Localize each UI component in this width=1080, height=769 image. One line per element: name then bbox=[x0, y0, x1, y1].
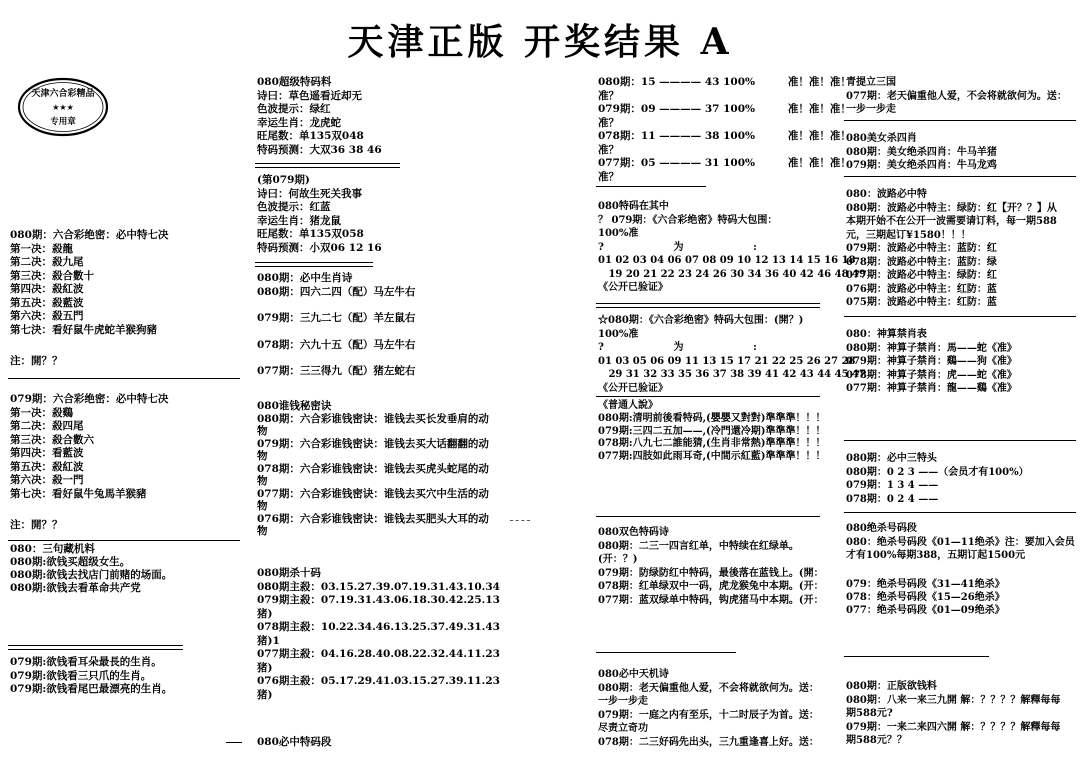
text-line: 078期：六合彩谁钱密诀：谁钱去买虎头蛇尾的动 bbox=[257, 462, 489, 475]
text-line: 第六决：殺一門 bbox=[10, 474, 84, 486]
text-line: 080期：0 2 3 ——（会员才有100%） bbox=[846, 466, 1029, 478]
text-line: 期588元? bbox=[846, 708, 893, 719]
col3-section-3 bbox=[598, 314, 866, 395]
col4-section-5 bbox=[846, 452, 1076, 506]
text-line: 29 31 32 33 35 36 37 38 39 41 42 43 44 45 47 bbox=[598, 369, 866, 380]
text-line: 079期：三九二七（配）羊左鼠右 bbox=[257, 312, 416, 324]
col1-section-2 bbox=[10, 393, 240, 501]
text-line: 080期:欲钱去看革命共产党 bbox=[10, 582, 141, 594]
text-line: 猪)1 bbox=[257, 634, 280, 647]
divider bbox=[8, 540, 240, 541]
text-line: 第一决：殺龍 bbox=[10, 242, 73, 255]
text-line: 物 bbox=[257, 525, 268, 537]
divider bbox=[596, 652, 736, 653]
text-line: 第七決：看好鼠牛虎蛇羊猴狗豬 bbox=[10, 323, 157, 336]
text-line: 079：绝杀号码段《31—41绝杀》 bbox=[846, 579, 1005, 590]
col4-section-8 bbox=[846, 680, 1076, 748]
divider bbox=[844, 176, 1076, 177]
col4-section-3 bbox=[846, 188, 1076, 310]
text-line: 100%准 bbox=[598, 328, 639, 340]
text-line: 旺尾数：单135双048 bbox=[257, 130, 364, 142]
text-line: 元，三期起订¥1580！！！ bbox=[846, 229, 971, 241]
text-line: 078期主殺：10.22.34.46.13.25.37.49.31.43 bbox=[257, 621, 500, 633]
text-line: 准？ bbox=[598, 89, 619, 102]
text-line: 特码预测：小双06 12 16 bbox=[257, 241, 382, 254]
col2-section-4 bbox=[257, 400, 587, 538]
text-line: 080期：波路必中特主：绿防：红【开？？】从 bbox=[846, 202, 1057, 214]
text-line: 100%准 bbox=[598, 228, 639, 239]
col2-section-1 bbox=[257, 76, 407, 157]
text-line: 准？ bbox=[598, 170, 619, 183]
text-line: 080期：六合彩绝密：必中特七决 bbox=[10, 229, 169, 241]
col1-section-4 bbox=[10, 656, 240, 697]
text-line: 079期:欲钱看尾巴最漂亮的生肖。 bbox=[10, 683, 173, 695]
text-line: 080期：神算子禁肖：馬——蛇《准》 bbox=[846, 342, 1017, 354]
text-line: 079期:欲钱看三只爪的生肖。 bbox=[10, 669, 152, 682]
divider bbox=[510, 520, 530, 521]
text-line: 080期：必中三特头 bbox=[846, 453, 937, 464]
text-line: 078期：神算子禁肖：虎——蛇《准》 bbox=[846, 369, 1017, 381]
text-line: 才有100%每期388，五期订起1500元 bbox=[846, 550, 1026, 561]
text-line: 079期：一来二来四六開 解：？？？？解釋每每 bbox=[846, 721, 1061, 733]
text-line: 《普通人說》 bbox=[598, 400, 658, 411]
text-line: 080必中天机诗 bbox=[598, 669, 669, 680]
text-line: 一步一步走 bbox=[846, 104, 896, 115]
col4-section-1 bbox=[846, 76, 1076, 117]
text-line: (第079期) bbox=[257, 174, 310, 186]
text-line: 079期：09 ———— 37 100% 准！准！准！ bbox=[598, 103, 851, 115]
text-line: 猪) bbox=[257, 661, 273, 674]
text-line: 078期：11 ———— 38 100% 准！准！准！ bbox=[598, 130, 851, 142]
text-line: 《公开已验证》 bbox=[598, 282, 668, 293]
text-line: 19 20 21 22 23 24 26 30 34 36 40 42 46 48 49 bbox=[598, 268, 866, 280]
col4-section-7 bbox=[846, 578, 1076, 617]
text-line: 080期:欲钱去找店门前赌的场面。 bbox=[10, 569, 173, 581]
text-line: 080期：二三一四言红单，中特续在红绿单。 bbox=[598, 540, 799, 552]
text-line: 078期：红单绿双中一码，虎龙猴兔中本期。(开： bbox=[598, 581, 824, 592]
divider bbox=[844, 440, 1076, 441]
text-line: 079期：美女绝杀四肖：牛马龙鸡 bbox=[846, 160, 997, 171]
divider bbox=[596, 396, 820, 397]
text-line: 青提立三国 bbox=[846, 77, 896, 88]
text-line: 080期：四六二四（配）马左牛右 bbox=[257, 285, 416, 298]
col1-section-1 bbox=[10, 229, 240, 337]
text-line bbox=[257, 299, 457, 312]
col3-section-4 bbox=[598, 400, 838, 464]
text-line: 色波提示：绿红 bbox=[257, 103, 331, 115]
text-line: 079期：六合彩谁钱密诀：谁钱去买大话翻翻的动 bbox=[257, 437, 489, 450]
col3-section-6 bbox=[598, 668, 838, 749]
divider bbox=[844, 656, 989, 657]
text-line: 080期:清明前後看特码,(嬰嬰又對對)準準準！！！ bbox=[598, 412, 826, 424]
divider bbox=[8, 378, 240, 379]
text-line: ? 为 : bbox=[598, 241, 757, 253]
text-line: 080双色特码诗 bbox=[598, 527, 669, 538]
text-line: 尽责立奇功 bbox=[598, 723, 648, 734]
text-line: 078：绝杀号码段《15—26绝杀》 bbox=[846, 592, 1005, 603]
col1-note-1 bbox=[10, 355, 240, 369]
text-line: ☆080期：《六合彩绝密》特码大包围：(開？) bbox=[598, 315, 804, 326]
text-line: 079期：神算子禁肖：鷄——狗《准》 bbox=[846, 356, 1017, 367]
text-line: 076期主殺：05.17.29.41.03.15.27.39.11.23 bbox=[257, 675, 500, 687]
text-line: 075期：波路必中特主：红防：蓝 bbox=[846, 297, 997, 308]
col4-section-4 bbox=[846, 328, 1076, 396]
text-line: 078期：波路必中特主：蓝防：绿 bbox=[846, 256, 997, 268]
text-line: 080期：美女绝杀四肖：牛马羊猪 bbox=[846, 146, 997, 158]
divider bbox=[596, 516, 820, 517]
text-line: 物 bbox=[257, 425, 268, 437]
text-line: 第三决：殺合數十 bbox=[10, 269, 94, 282]
col3-section-2 bbox=[598, 200, 866, 295]
text-line: 01 03 05 06 09 11 13 15 17 21 22 25 26 27 28 bbox=[598, 355, 856, 367]
text-line: 077期：六合彩谁钱密诀：谁钱去买穴中生活的动 bbox=[257, 487, 489, 500]
text-line: 079期：一庭之内有至乐，十二时辰子为首。送： bbox=[598, 709, 819, 721]
text-line: 《公开已验证》 bbox=[598, 382, 668, 394]
text-line: 物 bbox=[257, 500, 268, 512]
text-line: 080期：正版欲钱料 bbox=[846, 681, 937, 692]
col4-section-2 bbox=[846, 132, 1076, 173]
double-divider bbox=[8, 645, 183, 650]
divider bbox=[844, 316, 1076, 317]
text-line bbox=[257, 326, 457, 339]
text-line: 第五决：殺紅波 bbox=[10, 460, 84, 473]
col3-section-1 bbox=[598, 76, 851, 184]
divider bbox=[226, 742, 242, 743]
text-line: 注：開？？ bbox=[10, 519, 63, 531]
text-line: 079期：六合彩绝密：必中特七决 bbox=[10, 393, 169, 405]
text-line: 注：開？？ bbox=[10, 355, 63, 367]
text-line: 第三决：殺合數六 bbox=[10, 433, 94, 446]
text-line: 077：绝杀号码段《01—09绝杀》 bbox=[846, 605, 1005, 616]
seal-stamp bbox=[16, 76, 110, 138]
text-line: 079期:三四二五加——,(冷門還冷期)準準準！！！ bbox=[598, 425, 826, 437]
double-divider bbox=[255, 262, 373, 267]
text-line: 080期:欲钱买超级女生。 bbox=[10, 556, 131, 568]
text-line: 080期：六合彩谁钱密诀：谁钱去买长发垂肩的动 bbox=[257, 412, 489, 425]
divider bbox=[844, 512, 1076, 513]
text-line bbox=[257, 352, 457, 365]
text-line: 物 bbox=[257, 450, 268, 462]
text-line: 080：三句藏机料 bbox=[10, 543, 95, 555]
text-line: 一步一步走 bbox=[598, 696, 648, 707]
col4-section-6 bbox=[846, 522, 1076, 563]
text-line: 077期：三三得九（配）猪左蛇右 bbox=[257, 365, 416, 377]
text-line: 特码预测：大双36 38 46 bbox=[257, 143, 382, 156]
text-line: 准？ bbox=[598, 116, 619, 129]
text-line: 猪) bbox=[257, 688, 273, 701]
text-line: 第二决：殺四尾 bbox=[10, 420, 84, 432]
page-title: 天津正版 开奖结果 A bbox=[347, 21, 733, 63]
text-line: ？ 079期：《六合彩绝密》特码大包围： bbox=[598, 214, 778, 226]
text-line: 080：波路必中特 bbox=[846, 189, 927, 200]
text-line: 077期：蓝双绿单中特码，钩虎猪马中本期。(开： bbox=[598, 594, 824, 606]
col2-section-5 bbox=[257, 567, 587, 702]
text-line: (开：？) bbox=[598, 554, 638, 565]
col2-section-2 bbox=[257, 174, 407, 255]
text-line: 01 02 03 04 06 07 08 09 10 12 13 14 15 16 18 bbox=[598, 255, 856, 266]
text-line: 080美女杀四肖 bbox=[846, 133, 917, 144]
svg-text:★★★: ★★★ bbox=[52, 103, 74, 112]
text-line: 077期主殺：04.16.28.40.08.22.32.44.11.23 bbox=[257, 648, 500, 660]
text-line: 079期主殺：07.19.31.43.06.18.30.42.25.13 bbox=[257, 594, 500, 606]
text-line: 幸运生肖：龙虎蛇 bbox=[257, 116, 341, 129]
text-line: 077期：老天偏重他人爱，不会将就欲何为。送： bbox=[846, 90, 1067, 102]
text-line: 080期：八来一来三九開 解：？？？？解釋每每 bbox=[846, 694, 1061, 706]
text-line: 旺尾数：单135双058 bbox=[257, 228, 364, 240]
text-line: 077期：神算子禁肖：龍——鷄《准》 bbox=[846, 383, 1017, 394]
col1-note-2 bbox=[10, 519, 240, 533]
col1-section-3 bbox=[10, 543, 240, 595]
text-line: 第四决：看藍波 bbox=[10, 447, 84, 459]
text-line: 第六决：殺五門 bbox=[10, 310, 84, 322]
text-line: 080期主殺：03.15.27.39.07.19.31.43.10.34 bbox=[257, 580, 500, 593]
text-line: ? 为 : bbox=[598, 342, 757, 353]
text-line: 080特码在其中 bbox=[598, 201, 669, 212]
text-line: 080：绝杀号码段《01—11绝杀》注：要加入会员 bbox=[846, 536, 1075, 548]
text-line: 080期杀十码 bbox=[257, 567, 321, 579]
text-line: 物 bbox=[257, 475, 268, 487]
text-line: 079期：波路必中特主：蓝防：红 bbox=[846, 243, 997, 254]
text-line: 079期:欲钱看耳朵最長的生肖。 bbox=[10, 656, 162, 668]
text-line: 诗曰：何故生死关我事 bbox=[257, 187, 362, 200]
text-line: 准？ bbox=[598, 143, 619, 156]
text-line: 第四决：殺紅波 bbox=[10, 283, 84, 295]
text-line: 078期：二三好码先出头，三九重逢喜上好。送： bbox=[598, 736, 819, 748]
text-line: 色波提示：红蓝 bbox=[257, 201, 331, 213]
text-line: 诗曰：草色遥看近却无 bbox=[257, 89, 362, 102]
text-line: 079期：1 3 4 —— bbox=[846, 480, 939, 491]
text-line: 078期：0 2 4 —— bbox=[846, 493, 939, 505]
text-line: 080：神算禁肖表 bbox=[846, 329, 927, 340]
divider bbox=[844, 120, 1076, 121]
text-line: 076期：六合彩谁钱密诀：谁钱去买肥头大耳的动 bbox=[257, 512, 489, 525]
text-line: 078期：六九十五（配）马左牛右 bbox=[257, 338, 416, 351]
col2-section-6 bbox=[257, 736, 457, 750]
text-line: 080期：15 ———— 43 100% 准！准！准！ bbox=[598, 76, 851, 88]
text-line: 080绝杀号码段 bbox=[846, 523, 917, 534]
text-line: 幸运生肖：猪龙鼠 bbox=[257, 214, 341, 227]
text-line: 080必中特码段 bbox=[257, 736, 332, 748]
double-divider bbox=[596, 303, 820, 308]
text-line: 076期：波路必中特主：红防：蓝 bbox=[846, 283, 997, 295]
text-line: 猪) bbox=[257, 607, 273, 620]
text-line: 080谁钱秘密诀 bbox=[257, 400, 332, 412]
double-divider bbox=[255, 163, 400, 168]
text-line: 期588元？？ bbox=[846, 735, 907, 746]
text-line: 080期：必中生肖诗 bbox=[257, 272, 353, 284]
text-line: 077期:四肢如此雨耳奇,(中間示紅藍)準準準！！！ bbox=[598, 451, 826, 463]
text-line: 第二决：殺九尾 bbox=[10, 256, 84, 268]
col3-section-5 bbox=[598, 526, 838, 607]
text-line: 079期：防绿防红中特码，最後落在蓝钱上。(開： bbox=[598, 567, 824, 579]
text-line: 077期：波路必中特主：绿防：红 bbox=[846, 270, 997, 281]
text-line: 080期：老天偏重他人爱，不会将就欲何为。送： bbox=[598, 682, 819, 694]
stamp-arc-text: 天津六合彩精品 bbox=[31, 89, 95, 99]
text-line: 077期：05 ———— 31 100% 准！准！准！ bbox=[598, 157, 851, 169]
text-line: 第五决：殺藍波 bbox=[10, 296, 84, 309]
stamp-label: 专用章 bbox=[50, 117, 76, 127]
text-line: 078期:八九七二誰能猜,(生肖非常熱)準準準！！！ bbox=[598, 438, 826, 450]
text-line: 080超级特码料 bbox=[257, 76, 332, 88]
divider bbox=[596, 186, 706, 187]
text-line: 第七决：看好鼠牛兔馬羊猴豬 bbox=[10, 487, 147, 500]
text-line: 第一决：殺鷄 bbox=[10, 406, 73, 419]
col2-section-3 bbox=[257, 272, 457, 379]
text-line: 本期开始不在公开一波需要请订料，每一期588 bbox=[846, 216, 1057, 227]
